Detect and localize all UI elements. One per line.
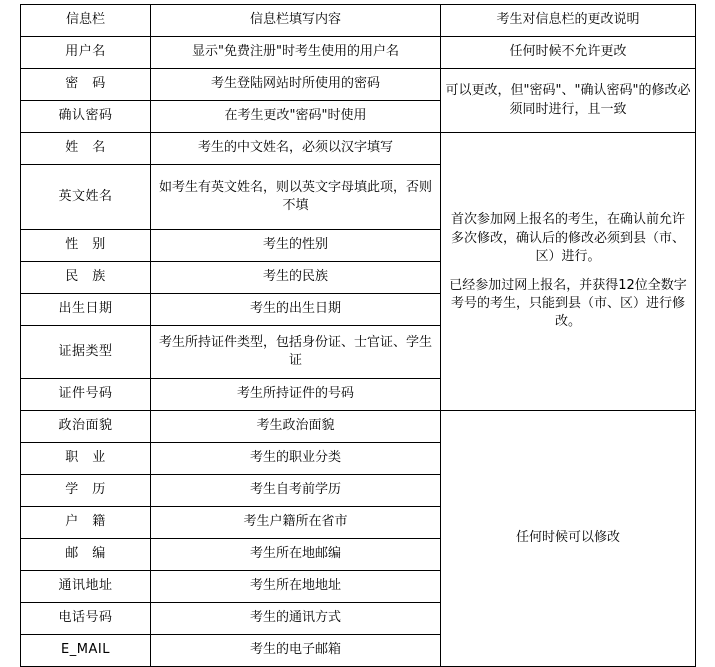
field-name: 出生日期 [21,294,151,326]
field-name: 密 码 [21,69,151,101]
note-free: 任何时候可以修改 [441,411,696,667]
field-name: 电话号码 [21,603,151,635]
field-name: 通讯地址 [21,571,151,603]
table-row [21,37,696,69]
field-content: 考生所在地邮编 [151,539,441,571]
field-name: 英文姓名 [21,165,151,230]
field-content: 考生的性别 [151,230,441,262]
candidate-info-table [20,4,696,667]
note-password: 可以更改，但"密码"、"确认密码"的修改必须同时进行，且一致 [441,69,696,133]
field-name: 证据类型 [21,326,151,379]
note-identity-para-1: 首次参加网上报名的考生，在确认前允许多次修改，确认后的修改必须到县（市、区）进行。 [450,212,685,265]
field-content: 考生的电子邮箱 [151,635,441,667]
note-identity [441,133,696,411]
field-name: 民 族 [21,262,151,294]
field-name: 户 籍 [21,507,151,539]
note-identity-para-2: 已经参加过网上报名，并获得12位全数字考号的考生，只能到县（市、区）进行修改。 [449,277,687,330]
field-content: 考生登陆网站时所使用的密码 [151,69,441,101]
field-content: 在考生更改"密码"时使用 [151,101,441,133]
field-content: 显示"免费注册"时考生使用的用户名 [151,37,441,69]
field-name: 用户名 [21,37,151,69]
field-content: 考生的民族 [151,262,441,294]
field-name: 政治面貌 [21,411,151,443]
field-name: 职 业 [21,443,151,475]
table-row [21,133,696,165]
field-name: 邮 编 [21,539,151,571]
field-name: 学 历 [21,475,151,507]
field-content: 考生的通讯方式 [151,603,441,635]
field-content: 考生所在地地址 [151,571,441,603]
field-name: 性 别 [21,230,151,262]
document-page [0,4,715,658]
field-content: 考生所持证件类型，包括身份证、士官证、学生证 [151,326,441,379]
field-name: 确认密码 [21,101,151,133]
field-content: 如考生有英文姓名，则以英文字母填此项，否则不填 [151,165,441,230]
table-header-row [21,5,696,37]
header-note: 考生对信息栏的更改说明 [441,5,696,37]
field-content: 考生的中文姓名，必须以汉字填写 [151,133,441,165]
field-name: 证件号码 [21,379,151,411]
field-content: 考生政治面貌 [151,411,441,443]
table-row [21,69,696,101]
note-username: 任何时候不允许更改 [441,37,696,69]
header-field: 信息栏 [21,5,151,37]
field-content: 考生自考前学历 [151,475,441,507]
header-content: 信息栏填写内容 [151,5,441,37]
field-content: 考生的出生日期 [151,294,441,326]
field-content: 考生所持证件的号码 [151,379,441,411]
field-name: 姓 名 [21,133,151,165]
field-content: 考生的职业分类 [151,443,441,475]
field-name: E_MAIL [21,635,151,667]
table-row [21,411,696,443]
field-content: 考生户籍所在省市 [151,507,441,539]
